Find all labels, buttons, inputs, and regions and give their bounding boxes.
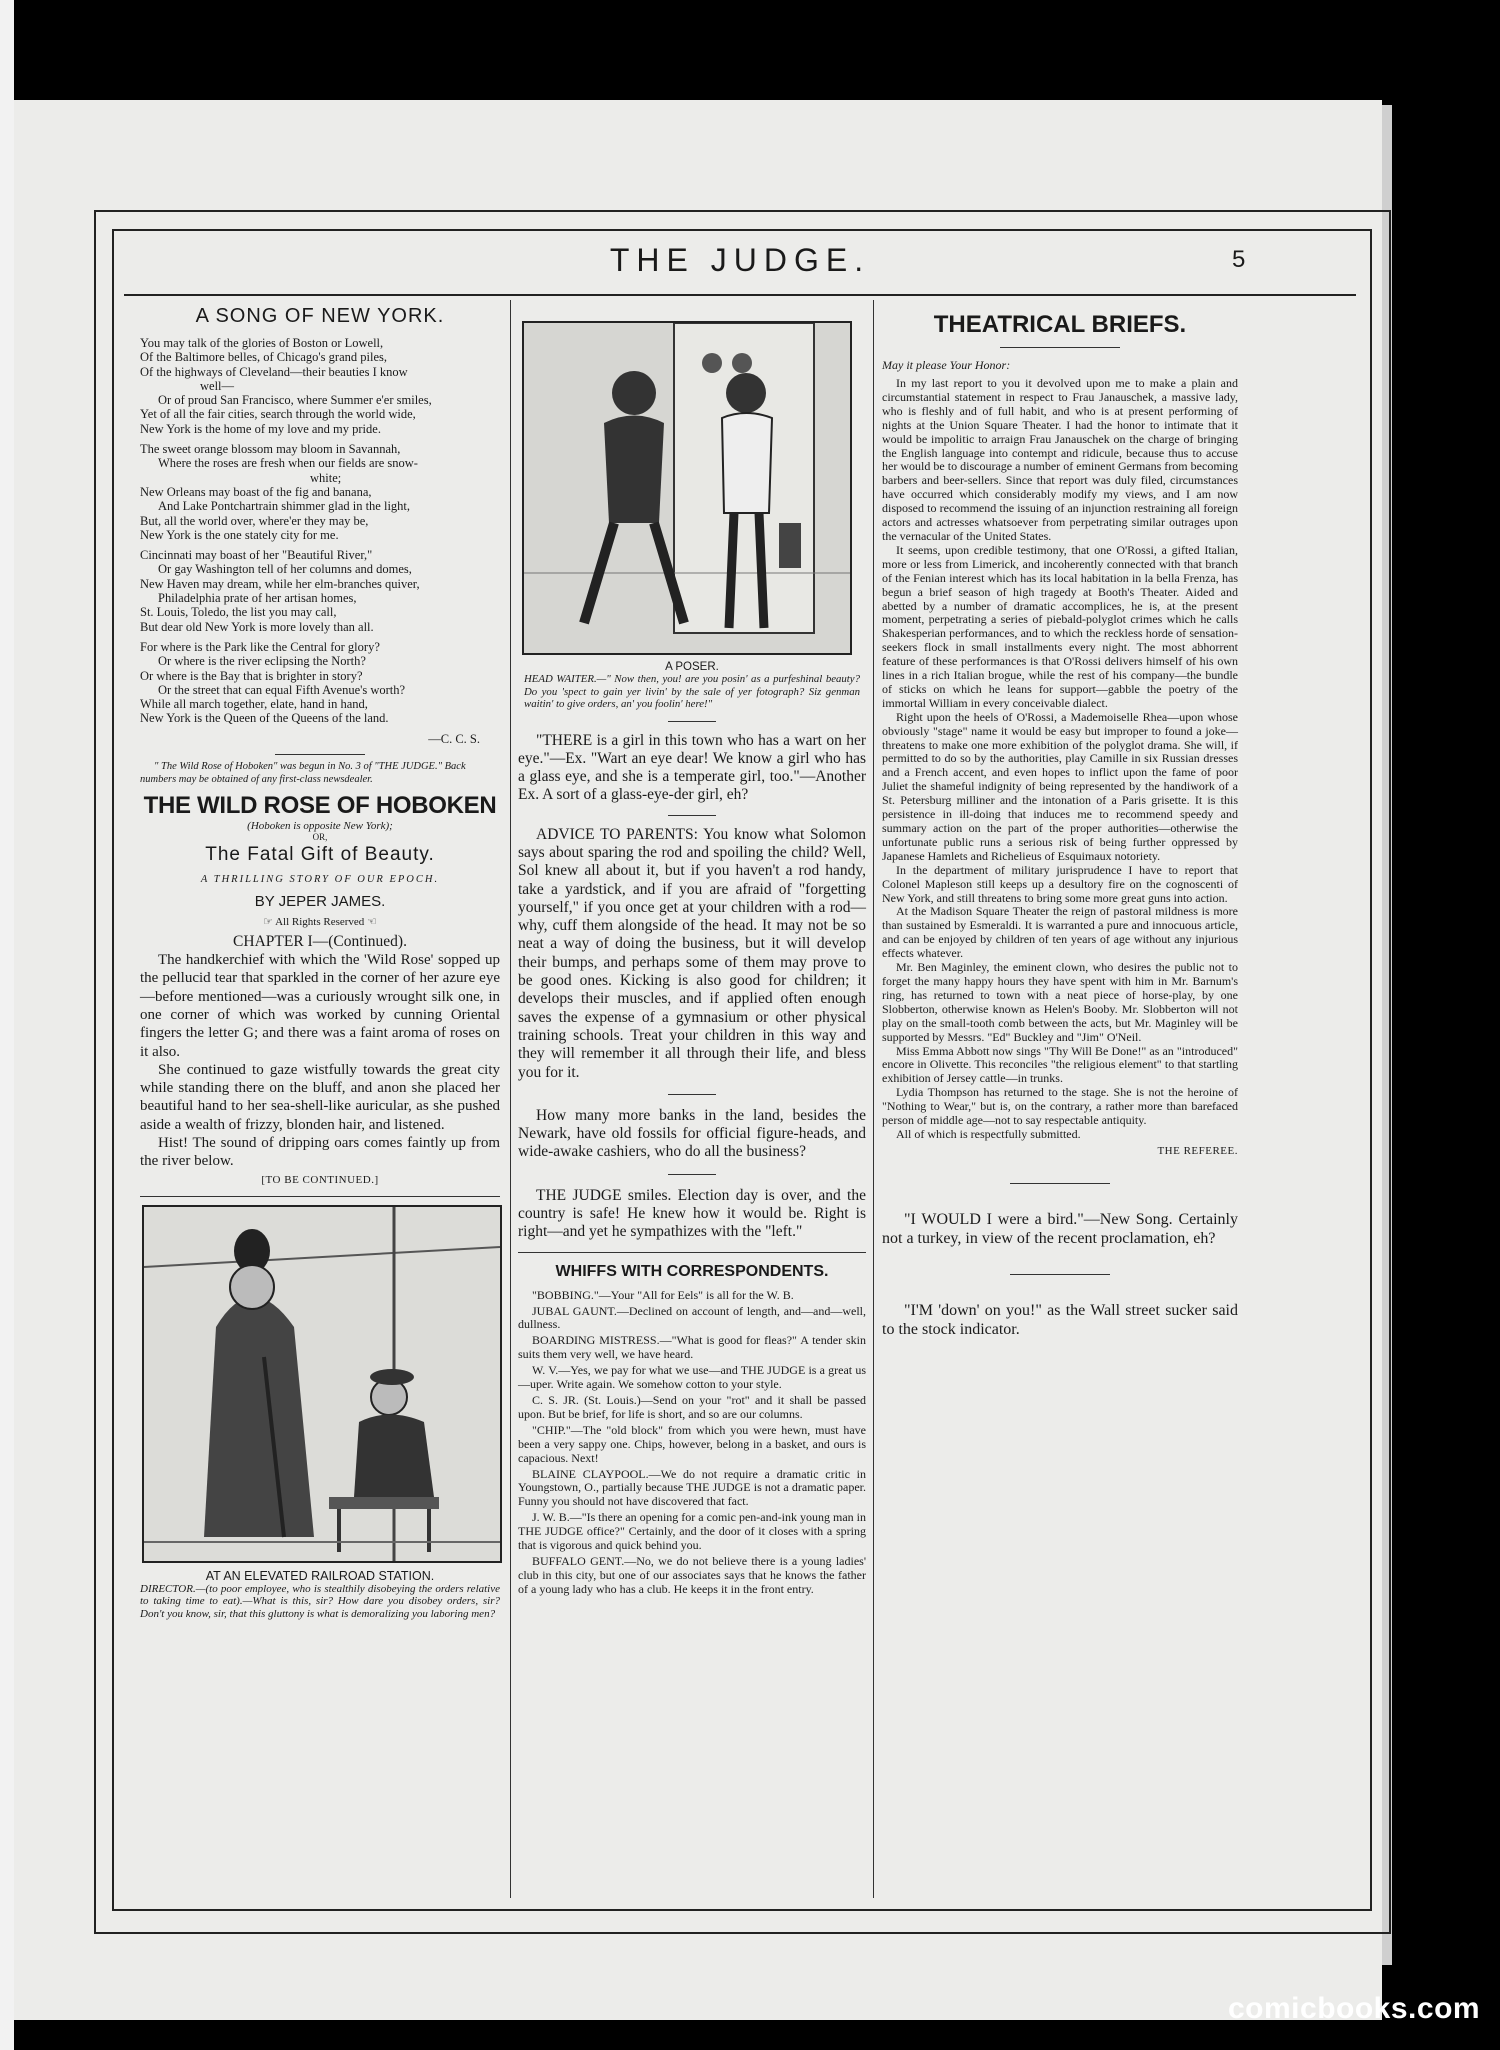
theatrical-paragraph: All of which is respectfully submitted. xyxy=(896,1126,1081,1141)
serial-note: " The Wild Rose of Hoboken" was begun in No. 3 of "THE JUDGE." Back numbers may be obtained of any first-class newsdealer. xyxy=(140,761,466,785)
page-edge-left xyxy=(0,0,14,2050)
serial-rights xyxy=(140,915,500,928)
serial-byline: BY JEPER JAMES. xyxy=(254,893,386,911)
poem-line: While all march together, elate, hand in hand, xyxy=(140,697,368,712)
separator xyxy=(140,1196,500,1197)
poem-line: New York is the one stately city for me. xyxy=(140,527,339,542)
whiff-item: C. S. JR. (St. Louis.)—Send on your "rot" and it shall be passed upon. But be brief, for life is short, and so are our columns. xyxy=(518,1392,866,1421)
masthead-rule xyxy=(124,294,1356,296)
poem-line: You may talk of the glories of Boston or Lowell, xyxy=(140,336,384,350)
theatrical-paragraph: It seems, upon credible testimony, that one O'Rossi, a gifted Italian, more or less from Limerick, and incoherently connected with that branch of the Fenian interest which has its local habitation in la bella Frenza, has begun a brief season of high tragedy at Booth's Theater. Aided and abetted by a number of dramatic accomplices, he is, at the present moment, perpetrating a series of piebald-polyglot crimes which he calls Shakesperian performances, and to which the reckless horde of sensation-seekers flock in small installments every night. The most abhorrent feature of these performances is that O'Rossi delivers himself of his own lines in a rich Italian brogue, while the rest of his company—the bundle of sticks on which he leans for support—gabble the poetry of the immortal William in every conceivable dialect. xyxy=(882,542,1238,710)
salutation: May it please Your Honor: xyxy=(882,358,1011,372)
poem-line: Where the roses are fresh when our fields are snow- xyxy=(158,456,418,471)
poem-line: The sweet orange blossom may bloom in Savannah, xyxy=(140,442,401,457)
theatrical-title: THEATRICAL BRIEFS. xyxy=(933,311,1187,338)
serial-tagline: A THRILLING STORY OF OUR EPOCH. xyxy=(200,874,440,886)
serial-title: THE WILD ROSE OF HOBOKEN xyxy=(143,792,497,820)
poem-line: For where is the Park like the Central for glory? xyxy=(140,639,380,654)
joke-bird: "I WOULD I were a bird."—New Song. Certainly not a turkey, in view of the recent proclamation, eh? xyxy=(882,1210,1238,1247)
theatrical-paragraph: In my last report to you it devolved upon me to make a plain and circumstantial statement in respect to Frau Janauschek, a massive lady, who is fleshly and of full habit, and who is at present performing of nights at the Union Square Theater. I had the honor to intimate that it would be impolitic to arraign Frau Janauschek on the charge of bringing the English language into contempt and ridicule, because thus to accuse her would be to discourage a number of eminent Germans from becoming barbers and beer-sellers. Since that report was duly filed, circumstances have occurred which considerably modify my views, and I am now disposed to recommend the issuing of an injunction restraining all foreign actors and actresses whatsoever from perpetrating similar outrages upon the vernacular of the United States. xyxy=(882,376,1238,543)
serial-paragraph: The handkerchief with which the 'Wild Rose' sopped up the pellucid tear that sparkled in the corner of her azure eye—before mentioned—was a curiously wrought silk one, in one corner of which was worked by cunning Oriental fingers the letter G; and there was a faint aroma of roses on it also. xyxy=(140,952,500,1060)
separator xyxy=(1010,1183,1110,1184)
poem-signature: —C. C. S. xyxy=(428,731,480,746)
masthead-title: THE JUDGE. xyxy=(609,242,871,278)
cartoon-caption-title: AT AN ELEVATED RAILROAD STATION. xyxy=(205,1568,435,1583)
stanza xyxy=(140,336,500,436)
railroad-station-cartoon xyxy=(142,1205,502,1563)
separator xyxy=(518,1252,866,1253)
whiff-item: W. V.—Yes, we pay for what we use—and THE JUDGE is a great us—uper. Write again. We somehow cotton to your style. xyxy=(518,1363,866,1392)
stanza xyxy=(140,548,500,634)
pointing-hand-icon: ☞ xyxy=(263,916,276,929)
poem-line: But, all the world over, where'er they may be, xyxy=(140,513,369,528)
serial-paren: (Hoboken is opposite New York); xyxy=(247,820,393,833)
column-2 xyxy=(518,305,866,1599)
song-poem xyxy=(140,336,500,746)
poser-caption-text: HEAD WAITER.—" Now then, you! are you posin' as a purfeshinal beauty? Do you 'spect to gain yer livin' by the sale of yer fotograph? Siz genman waitin' to give orders, an' you foolin' here!" xyxy=(524,673,860,710)
whiff-item: BLAINE CLAYPOOL.—We do not require a dramatic critic in Youngstown, O., partially because THE JUDGE is not a dramatic paper. Funny you should not have discovered that fact. xyxy=(518,1466,866,1509)
poem-line: well— xyxy=(200,378,235,393)
poem-line: Cincinnati may boast of her "Beautiful River," xyxy=(140,548,373,563)
poem-line: Or where is the river eclipsing the North? xyxy=(158,654,366,669)
serial-or: OR, xyxy=(312,832,328,843)
item-banks: How many more banks in the land, besides the Newark, have old fossils for official figure-heads, and wide-awake cashiers, who do all the business? xyxy=(518,1106,866,1161)
serial-paragraph: She continued to gaze wistfully towards the great city while standing there on the bluff, and anon she placed her beautiful hand to her sea-shell-like auricular, as she pushed aside a wealth of frizzy, blonden hair, and listened. xyxy=(140,1061,500,1133)
pointing-hand-icon: ☜ xyxy=(364,916,377,929)
theatrical-paragraph: Miss Emma Abbott now sings "Thy Will Be Done!" as an "introduced" encore in Olivette. This reconciles "the religious element" to that startling exhibition of Jersey cattle—in trunks. xyxy=(882,1043,1238,1086)
poem-line: Of the Baltimore belles, of Chicago's grand piles, xyxy=(140,350,387,365)
poser-cartoon xyxy=(522,321,852,655)
poem-line: St. Louis, Toledo, the list you may call, xyxy=(140,605,337,620)
whiff-item: BOARDING MISTRESS.—"What is good for fleas?" A tender skin suits them very well, we have heard. xyxy=(518,1333,866,1362)
poem-line: New York is the home of my love and my pride. xyxy=(140,421,381,436)
item-election: THE JUDGE smiles. Election day is over, and the country is safe! He knew how it would be. Right is right—and yet he sympathizes with the "left." xyxy=(518,1186,866,1241)
poem-line: New Haven may dream, while her elm-branches quiver, xyxy=(140,576,420,591)
site-watermark: comicbooks.com xyxy=(1228,1992,1481,2025)
cartoon-caption-text: DIRECTOR.—(to poor employee, who is stealthily disobeying the orders relative to taking time to eat).—What is this, sir? How dare you disobey orders, sir? Don't you know, sir, that this gluttony is what is demoralizing you laboring men? xyxy=(140,1582,500,1620)
rights-text: All Rights Reserved xyxy=(275,916,365,929)
item-wart: "THERE is a girl in this town who has a wart on her eye."—Ex. "Wart an eye dear! We know a girl who has a glass eye, and she is a temperate girl, too."—Another Ex. A sort of a glass-eye-der girl, eh? xyxy=(518,731,866,804)
poem-line: Or where is the Bay that is brighter in story? xyxy=(140,668,363,683)
poem-line: But dear old New York is more lovely than all. xyxy=(140,619,374,634)
poser-caption-title: A POSER. xyxy=(665,661,719,673)
song-title: A SONG OF NEW YORK. xyxy=(195,305,445,327)
separator xyxy=(668,721,716,722)
separator xyxy=(1000,347,1120,348)
whiff-item: J. W. B.—"Is there an opening for a comic pen-and-ink young man in THE JUDGE office?" Certainly, and the door of it closes with a spring that is vigorous and quick behind you. xyxy=(518,1510,866,1553)
whiffs-list xyxy=(518,1289,866,1597)
poem-line: white; xyxy=(310,470,342,485)
stanza xyxy=(140,640,500,726)
poem-line: Philadelphia prate of her artisan homes, xyxy=(158,591,357,606)
poem-line: Yet of all the fair cities, search through the world wide, xyxy=(140,407,416,422)
separator xyxy=(668,1174,716,1175)
serial-paragraph: Hist! The sound of dripping oars comes faintly up from the river below. xyxy=(140,1134,500,1170)
separator xyxy=(275,754,365,755)
poem-line: Or gay Washington tell of her columns and domes, xyxy=(158,562,412,577)
column-3 xyxy=(882,305,1238,1339)
column-rule-1 xyxy=(510,300,511,1898)
cartoon-drawing xyxy=(144,1207,500,1561)
whiff-item: "CHIP."—The "old block" from which you were hewn, must have been a very sappy one. Chips, however, belong in a basket, and ours is capacious. Next! xyxy=(518,1422,866,1465)
poem-line: Of the highways of Cleveland—their beauties I know xyxy=(140,364,408,379)
theatrical-paragraph: Lydia Thompson has returned to the stage. She is not the heroine of "Nothing to Wear," but is, on the contrary, a rather more than barefaced person of middle age—not to say respectable antiquity. xyxy=(882,1085,1238,1128)
theatrical-paragraph: Right upon the heels of O'Rossi, a Mademoiselle Rhea—upon whose obviously "stage" name it would be easy but improper to found a joke—threatens to make one more exhibition of the polyglot drama. She will, if permitted to do so by the authorities, play Camille in six Russian dresses and a French accent, and even hopes to inflict upon the fame of poor Juliet the shameful indignity of being represented by the handiwork of a St. Petersburg milliner and the intonation of a Paris grisette. It is this persistence in ill-doing that induces me to recommend speedy and summary action on the part of the proper authorities—otherwise the unfortunate public runs a serious risk of being further oppressed by Japanese Hamlets and Richelieus of Esquimaux notoriety. xyxy=(882,709,1238,863)
serial-subtitle: The Fatal Gift of Beauty. xyxy=(205,844,435,866)
poem-line: Or of proud San Francisco, where Summer e'er smiles, xyxy=(158,393,432,408)
page-number: 5 xyxy=(1232,246,1246,273)
theatrical-signature: THE REFEREE. xyxy=(1157,1144,1238,1157)
cartoon-drawing xyxy=(524,323,850,653)
separator xyxy=(668,1094,716,1095)
column-1 xyxy=(140,305,500,1620)
theatrical-paragraph: Mr. Ben Maginley, the eminent clown, who desires the public not to forget the many happy hours they have spent with him in Mr. Barnum's ring, has returned to town with a neat piece of horse-play, by one Slobberton, otherwise known as Helen's Booby. Mr. Slobberton will not play on the small-tooth comb between the acts, but Mr. Maginley will be supported by Messrs. "Ed" Buckley and "Jim" O'Neil. xyxy=(882,960,1238,1044)
whiff-item: BUFFALO GENT.—No, we do not believe there is a young ladies' club in this city, but one of our associates says that he knows the father of a young lady who has a club. He keeps it in the front entry. xyxy=(518,1553,866,1596)
separator xyxy=(1010,1274,1110,1275)
whiff-item: JUBAL GAUNT.—Declined on account of length, and—and—well, dullness. xyxy=(518,1303,866,1332)
to-be-continued: [TO BE CONTINUED.] xyxy=(261,1173,379,1186)
separator xyxy=(668,815,716,816)
poem-line: New York is the Queen of the Queens of the land. xyxy=(140,711,389,726)
column-rule-2 xyxy=(873,300,874,1898)
whiffs-title: WHIFFS WITH CORRESPONDENTS. xyxy=(555,1262,829,1280)
poem-line: Or the street that can equal Fifth Avenue's worth? xyxy=(158,682,406,697)
joke-wall-street: "I'M 'down' on you!" as the Wall street sucker said to the stock indicator. xyxy=(882,1301,1238,1338)
stanza xyxy=(140,442,500,542)
poem-line: New Orleans may boast of the fig and banana, xyxy=(140,484,372,499)
chapter-heading: CHAPTER I—(Continued). xyxy=(233,933,407,951)
theatrical-paragraph: In the department of military jurisprudence I have to report that Colonel Mapleson still keeps up a desultory fire on the cognoscenti of New York, and still threatens to bring some more great guns into action. xyxy=(882,862,1238,905)
theatrical-paragraph: At the Madison Square Theater the reign of pastoral mildness is more than sustained by Esmeraldi. It is warranted a pure and innocuous article, and can be enjoyed by children of ten years of age without any injurious effects whatever. xyxy=(882,904,1238,961)
item-advice-to-parents: ADVICE TO PARENTS: You know what Solomon says about sparing the rod and spoiling the child? Well, Sol knew all about it, but if you haven't a rod handy, take a yardstick, and if you are afraid of "forgetting yourself," if you once get at your children with a rod—why, cuff them alongside of the head. It may not be so neat a way of doing the business, but it will develop their bumps, and perhaps some of them may prove to be good ones. Kicking is also good for children; it develops their muscles, and if applied often enough saves the expense of a gymnasium or other physical training schools. Treat your children in this way and they will remember it all through their life, and bless you for it. xyxy=(518,825,866,1081)
poem-line: And Lake Pontchartrain shimmer glad in the light, xyxy=(158,499,411,514)
whiff-item: "BOBBING."—Your "All for Eels" is all for the W. B. xyxy=(532,1287,794,1302)
